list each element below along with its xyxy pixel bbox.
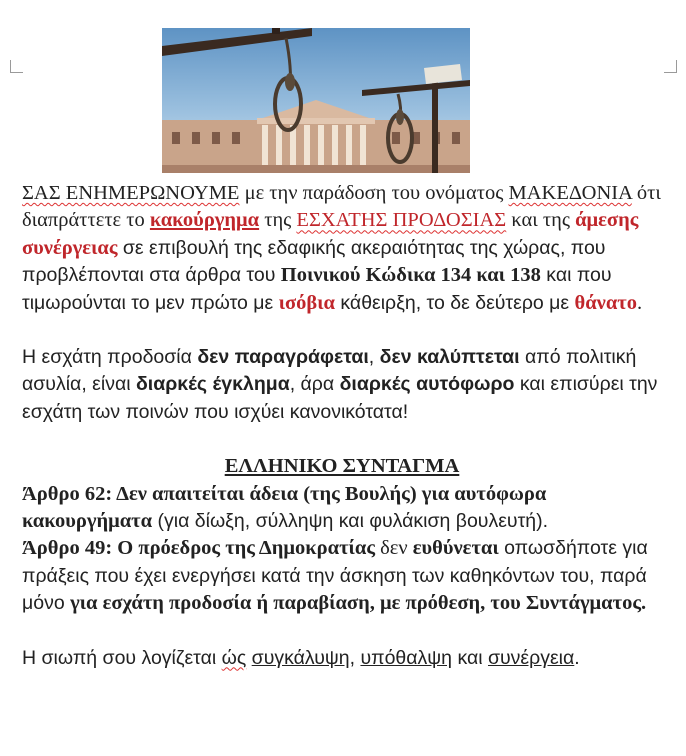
bold-span: ευθύνεται: [412, 537, 499, 560]
spacer: [22, 317, 662, 344]
parliament-nooses-photo: [162, 28, 470, 173]
text-span: ότι διαπράττετε το: [22, 182, 661, 232]
page-corner-mark-left: [10, 60, 23, 73]
text-span: ΣΑΣ ΕΝΗΜΕΡΩΝΟΥΜΕ: [22, 182, 240, 204]
text-span: Η σιωπή σου λογίζεται: [22, 646, 222, 669]
text-span: σε επιβουλή της εδαφικής ακεραιότητας της χώρας, που προβλέπονται στα άρθρα του: [22, 236, 606, 287]
underlined-cover-up: συγκάλυψη: [251, 646, 350, 669]
text-span: Η εσχάτη προδοσία: [22, 346, 198, 369]
text-span: και: [452, 646, 488, 669]
text-span: και της: [506, 209, 576, 232]
article-label: Άρθρο 62: [22, 482, 106, 505]
highlight-death: θάνατο: [574, 291, 637, 314]
bold-span: : Δεν απαιτείται άδεια (της Βουλής) για αυτόφωρα κακουργήματα: [22, 482, 547, 533]
highlight-crime: κακούργημα: [149, 209, 260, 232]
page-corner-mark-right: [664, 60, 677, 73]
text-span: ώς: [221, 646, 247, 669]
highlight-life-sentence: ισόβια: [278, 291, 335, 314]
text-span: ,: [368, 346, 380, 369]
text-span: και που τιμωρούνται το μεν πρώτο με: [22, 264, 612, 314]
text-span: .: [636, 291, 643, 314]
text-span: (για δίωξη, σύλληψη και φυλάκιση βουλευτή).: [152, 510, 549, 533]
document-body: [22, 180, 662, 672]
article-62: [22, 481, 662, 536]
highlight-penal-code: Ποινικού Κώδικα 134 και 138: [280, 264, 541, 287]
constitution-heading: [22, 453, 662, 480]
text-span: ΜΑΚΕΔΟΝΙΑ: [508, 182, 632, 204]
text-span: κάθειρξη, το δε δεύτερο με: [334, 291, 575, 314]
underlined-harboring: υπόθαλψη: [360, 646, 453, 669]
spacer: [22, 618, 662, 645]
spacer: [22, 426, 662, 453]
highlight-complicity: άμεσης συνέργειας: [22, 209, 639, 259]
text-span: οπωσδήποτε για πράξεις που έχει ενεργήσει κατά την άσκηση των καθηκόντων του, παρά μόνο: [22, 537, 648, 615]
underlined-complicity: συνέργεια: [487, 646, 575, 669]
text-span: δεν: [374, 537, 413, 560]
text-span: και επισύρει την εσχάτη των ποινών που ισχύει κανονικότατα!: [22, 373, 658, 423]
bold-span: δεν καλύπτεται: [379, 346, 520, 369]
text-span: ,: [349, 646, 361, 669]
highlight-high-treason: ΕΣΧΑΤΗΣ ΠΡΟΔΟΣΙΑΣ: [296, 209, 507, 232]
heading-text: ΕΛΛΗΝΙΚΟ ΣΥΝΤΑΓΜΑ: [224, 455, 460, 478]
bold-span: για εσχάτη προδοσία ή παραβίαση, με πρόθεση, του Συντάγματος.: [70, 592, 647, 615]
text-span: της: [259, 209, 297, 232]
bold-span: διαρκές αυτόφωρο: [339, 373, 515, 396]
article-label: Άρθρο 49: [22, 537, 106, 560]
article-49: [22, 535, 662, 617]
text-span: .: [574, 646, 580, 669]
bold-span: : Ο πρόεδρος της Δημοκρατίας: [105, 537, 375, 560]
bold-span: δεν παραγράφεται: [197, 346, 369, 369]
text-span: , άρα: [289, 373, 340, 396]
text-span: από πολιτική ασυλία, είναι: [22, 346, 637, 396]
paragraph-notification: [22, 180, 662, 317]
text-span: με την παράδοση του ονόματος: [239, 182, 509, 204]
paragraph-treason: [22, 344, 662, 426]
bold-span: διαρκές έγκλημα: [135, 373, 290, 396]
paragraph-closing: [22, 645, 662, 672]
